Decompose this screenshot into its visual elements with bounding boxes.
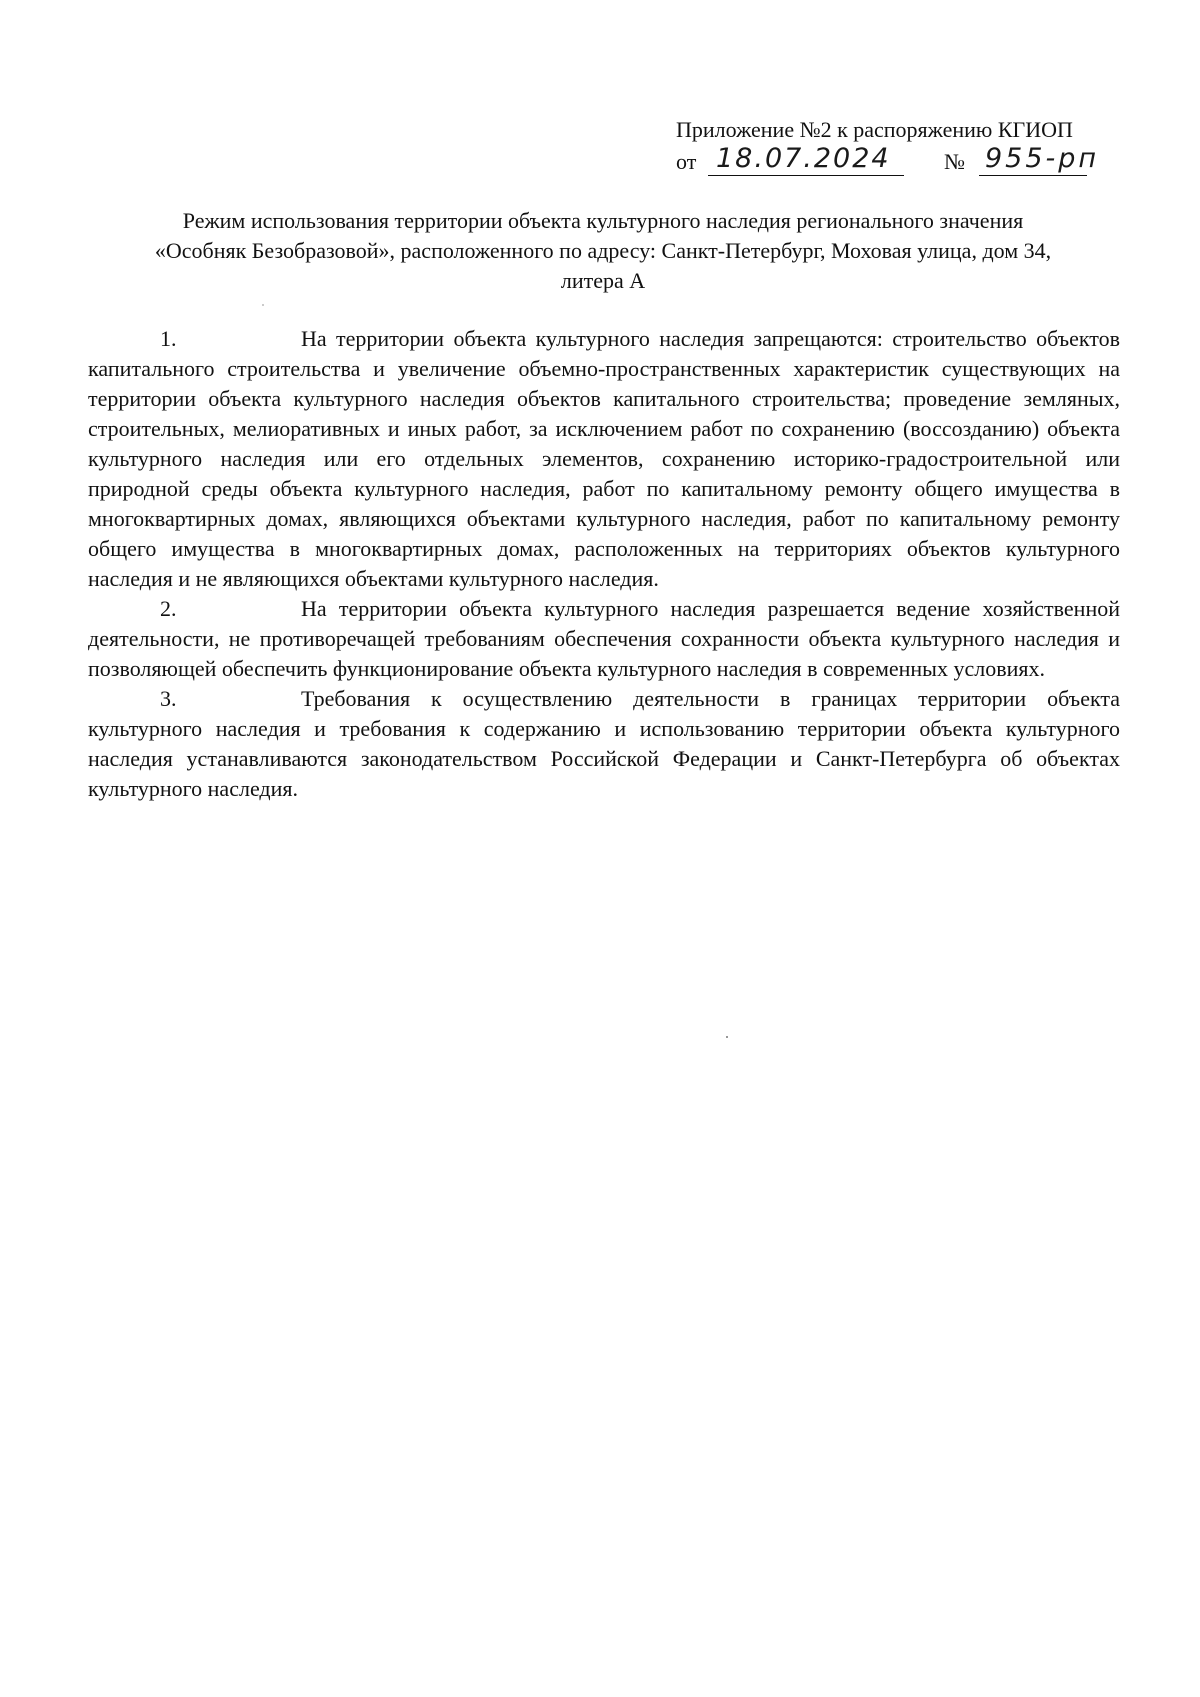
handwritten-date: 18.07.2024 xyxy=(716,143,891,174)
paragraph-number: 3. xyxy=(160,686,177,711)
paragraph-number: 1. xyxy=(160,326,177,351)
attachment-line: Приложение №2 к распоряжению КГИОП xyxy=(676,117,1073,142)
number-label: № xyxy=(944,149,965,174)
paragraph-text: На территории объекта культурного наследия разрешается ведение хозяйственной деятельности, не противоречащей требованиям обеспечения сохранности объекта культурного наследия и позволяющей обеспечить функционирование объекта культурного наследия в современных условиях. xyxy=(88,596,1120,681)
paragraph-text: На территории объекта культурного наследия запрещаются: строительство объектов капитального строительства и увеличение объемно-пространственных характеристик существующих на территории объекта культурного наследия объектов капитального строительства; проведение земляных, строительных, мелиоративных и иных работ, за исключением работ по сохранению (воссозданию) объекта культурного наследия или его отдельных элементов, сохранению историко-градостроительной или природной среды объекта культурного наследия, работ по капитальному ремонту общего имущества в многоквартирных домах, являющихся объектами культурного наследия, работ по капитальному ремонту общего имущества в многоквартирных домах, расположенных на территориях объектов культурного наследия и не являющихся объектами культурного наследия. xyxy=(88,326,1120,591)
document-title xyxy=(88,206,1118,296)
scan-speck xyxy=(262,304,264,306)
handwritten-number: 955-рп xyxy=(985,143,1100,174)
paragraph-2 xyxy=(88,594,1120,684)
scan-speck xyxy=(726,1036,728,1038)
title-line-2: «Особняк Безобразовой», расположенного по адресу: Санкт-Петербург, Моховая улица, дом 34, xyxy=(154,238,1052,263)
paragraph-number: 2. xyxy=(160,596,177,621)
from-label: от xyxy=(676,149,697,174)
paragraph-3 xyxy=(88,684,1120,804)
number-field xyxy=(979,143,1100,176)
date-number-line xyxy=(676,145,1136,181)
attachment-header xyxy=(676,115,1136,181)
date-field xyxy=(708,145,904,176)
paragraph-text: Требования к осуществлению деятельности в границах территории объекта культурного наследия и требования к содержанию и использованию территории объекта культурного наследия устанавливаются законодательством Российской Федерации и Санкт-Петербурга об объектах культурного наследия. xyxy=(88,686,1120,801)
paragraph-1 xyxy=(88,324,1120,594)
title-line-3: литера А xyxy=(560,268,646,293)
document-body xyxy=(88,324,1120,804)
title-line-1: Режим использования территории объекта культурного наследия регионального значения xyxy=(182,208,1024,233)
